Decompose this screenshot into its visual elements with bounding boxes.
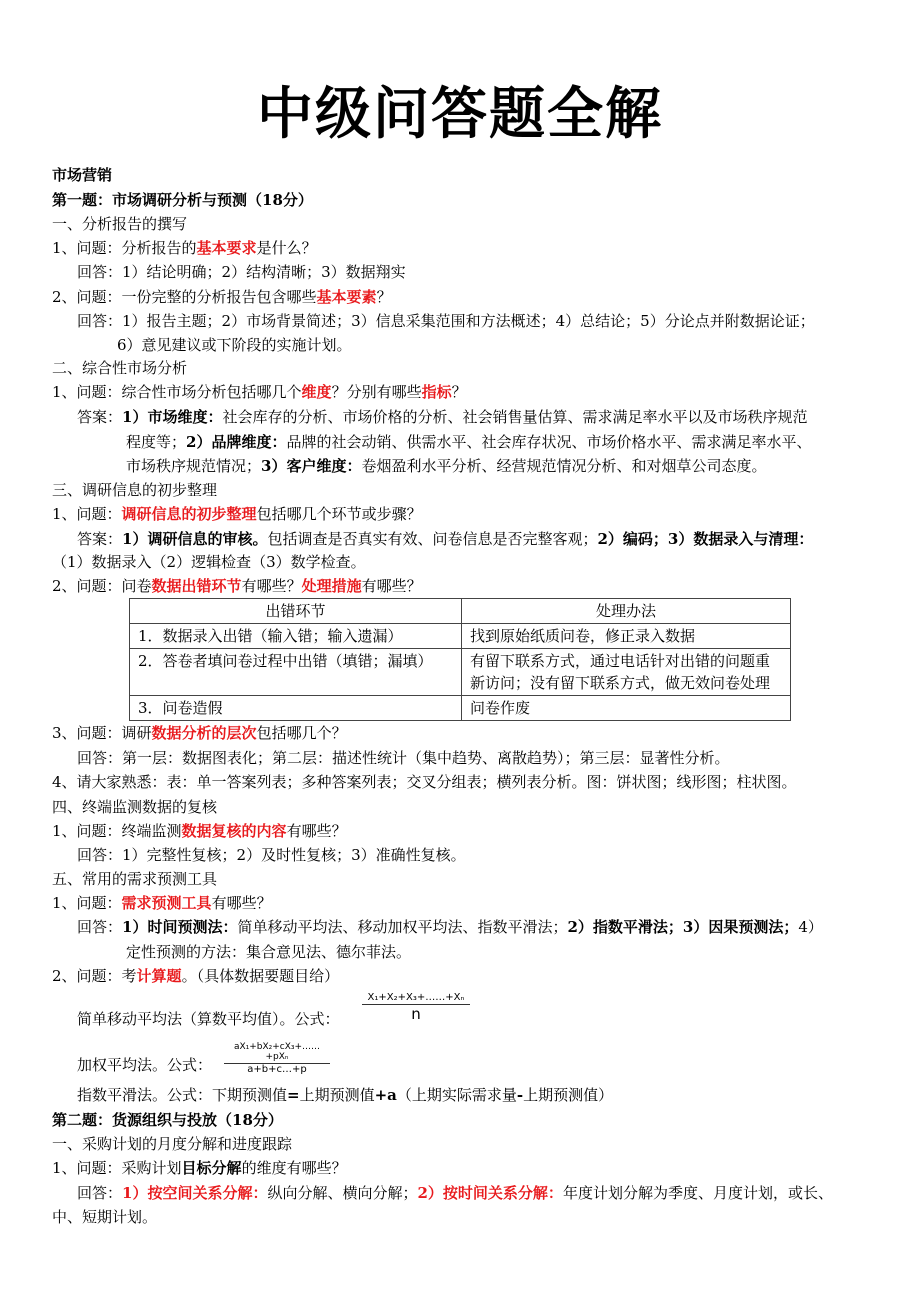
answer-line: 回答：1）时间预测法：简单移动平均法、移动加权平均法、指数平滑法；2）指数平滑法；3）因果预测法；4） <box>77 918 823 936</box>
table-cell: 1．数据录入出错（输入错；输入遗漏） <box>130 624 462 649</box>
document-title: 中级问答题全解 <box>257 82 663 147</box>
answer-line: 回答：1）报告主题；2）市场背景简述；3）信息采集范围和方法概述；4）总结论；5）分论点并附数据论证； <box>77 312 815 330</box>
answer-line: 6）意见建议或下阶段的实施计划。 <box>117 336 352 354</box>
section-label: 市场营销 <box>52 166 113 184</box>
formula-numerator: aX₁+bX₂+cX₃+……+pXₙ <box>224 1042 330 1064</box>
answer-line: （1）数据录入（2）逻辑检查（3）数学检查。 <box>52 553 366 571</box>
answer-line: 回答：1）完整性复核；2）及时性复核；3）准确性复核。 <box>77 846 466 864</box>
subsection-heading: 三、调研信息的初步整理 <box>52 481 218 499</box>
question-line: 2、问题：考计算题。（具体数据要题目给） <box>52 967 340 985</box>
question-line: 1、问题：需求预测工具有哪些？ <box>52 894 272 912</box>
subsection-heading: 一、分析报告的撰写 <box>52 215 188 233</box>
question-line: 3、问题：调研数据分析的层次包括哪几个？ <box>52 724 347 742</box>
formula-line: 指数平滑法。公式：下期预测值=上期预测值+a（上期实际需求量-上期预测值） <box>77 1086 614 1104</box>
table-cell: 找到原始纸质问卷，修正录入数据 <box>462 624 791 649</box>
subsection-heading: 五、常用的需求预测工具 <box>52 870 218 888</box>
question-one-heading: 第一题：市场调研分析与预测（18分） <box>52 191 313 209</box>
formula-label: 简单移动平均法（算数平均值）。公式： <box>77 1010 340 1028</box>
formula-denominator: a+b+c…+p <box>247 1064 307 1075</box>
answer-line: 市场秩序规范情况；3）客户维度：卷烟盈利水平分析、经营规范情况分析、和对烟草公司态度。 <box>126 457 767 475</box>
table-header-row <box>130 599 791 624</box>
question-two-heading: 第二题：货源组织与投放（18分） <box>52 1111 283 1129</box>
error-handling-table <box>129 598 791 721</box>
answer-line: 中、短期计划。 <box>52 1208 158 1226</box>
answer-line: 程度等；2）品牌维度：品牌的社会动销、供需水平、社会库存状况、市场价格水平、需求满足率水平、 <box>126 433 812 451</box>
answer-line: 答案：1）市场维度：社会库存的分析、市场价格的分析、社会销售量估算、需求满足率水平以及市场秩序规范 <box>77 408 808 426</box>
question-line: 1、问题：调研信息的初步整理包括哪几个环节或步骤？ <box>52 505 422 523</box>
formula-label: 加权平均法。公式： <box>77 1056 213 1074</box>
table-header-cell: 处理办法 <box>462 599 791 624</box>
formula-weighted-average <box>224 1042 330 1075</box>
table-row <box>130 649 791 696</box>
table-cell: 2．答卷者填问卷过程中出错（填错；漏填） <box>130 649 462 696</box>
formula-simple-average <box>362 992 470 1023</box>
answer-line: 定性预测的方法：集合意见法、德尔菲法。 <box>126 943 412 961</box>
table-header-cell: 出错环节 <box>130 599 462 624</box>
table-cell: 有留下联系方式，通过电话针对出错的问题重新访问；没有留下联系方式，做无效问卷处理 <box>462 649 791 696</box>
question-line: 2、问题：一份完整的分析报告包含哪些基本要素？ <box>52 288 392 306</box>
answer-line: 答案：1）调研信息的审核。包括调查是否真实有效、问卷信息是否完整客观；2）编码；3）数据录入与清理： <box>77 530 814 548</box>
table-row <box>130 624 791 649</box>
subsection-heading: 四、终端监测数据的复核 <box>52 798 218 816</box>
subsection-heading: 二、综合性市场分析 <box>52 359 188 377</box>
question-line: 1、问题：分析报告的基本要求是什么？ <box>52 239 317 257</box>
subsection-heading: 一、采购计划的月度分解和进度跟踪 <box>52 1135 293 1153</box>
answer-line: 回答：1）按空间关系分解：纵向分解、横向分解；2）按时间关系分解：年度计划分解为季度、月度计划，或长、 <box>77 1184 833 1202</box>
formula-numerator: X₁+X₂+X₃+……+Xₙ <box>362 992 470 1005</box>
table-cell: 3．问卷造假 <box>130 696 462 721</box>
formula-denominator: n <box>411 1005 421 1023</box>
answer-line: 回答：第一层：数据图表化；第二层：描述性统计（集中趋势、离散趋势）；第三层：显著性分析。 <box>77 749 730 767</box>
table-cell: 问卷作废 <box>462 696 791 721</box>
note-line: 4、请大家熟悉：表：单一答案列表；多种答案列表；交叉分组表；横列表分析。图：饼状图；线形图；柱状图。 <box>52 773 797 791</box>
question-line: 2、问题：问卷数据出错环节有哪些？处理措施有哪些？ <box>52 577 422 595</box>
answer-line: 回答：1）结论明确；2）结构清晰；3）数据翔实 <box>77 263 406 281</box>
table-row <box>130 696 791 721</box>
question-line: 1、问题：综合性市场分析包括哪几个维度？分别有哪些指标？ <box>52 383 467 401</box>
question-line: 1、问题：采购计划目标分解的维度有哪些？ <box>52 1159 347 1177</box>
question-line: 1、问题：终端监测数据复核的内容有哪些？ <box>52 822 347 840</box>
